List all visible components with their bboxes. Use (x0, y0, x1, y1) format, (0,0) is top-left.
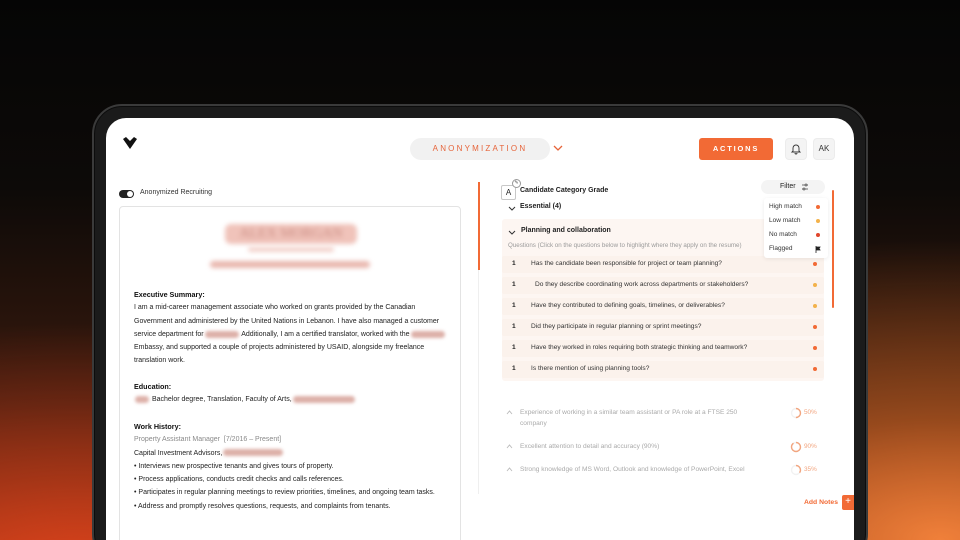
questions-hint: Questions (Click on the questions below to highlight where they apply on the resume) (508, 242, 742, 249)
work-heading: Work History: (134, 422, 181, 431)
flag-icon (815, 246, 821, 253)
education-heading: Education: (134, 382, 172, 391)
chevron-up-icon[interactable] (506, 467, 513, 472)
question-count: 1 (512, 365, 516, 372)
filter-legend (764, 198, 828, 258)
anonymized-toggle[interactable] (119, 190, 134, 198)
redacted-contact (210, 261, 370, 268)
chevron-down-icon[interactable] (553, 144, 563, 152)
question-row[interactable] (502, 340, 824, 357)
role-line: Property Assistant Manager [7/2016 – Present] (134, 436, 282, 444)
match-dot (813, 304, 817, 308)
question-row[interactable] (502, 361, 824, 378)
summary-line: I am a mid-career management associate who worked on grants provided by the Canadian (134, 304, 416, 312)
question-count: 1 (512, 323, 516, 330)
question-text: Do they describe coordinating work across departments or stakeholders? (535, 281, 749, 288)
actions-button[interactable]: ACTIONS (699, 138, 773, 160)
work-bullet: • Process applications, conducts credit checks and calls references. (134, 476, 344, 484)
work-bullet: • Address and promptly resolves questions, requests, and complaints from tenants. (134, 502, 391, 510)
add-notes-plus-icon[interactable]: + (842, 495, 854, 510)
chevron-up-icon[interactable] (506, 444, 513, 449)
work-bullet: • Interviews new prospective tenants and gives tours of property. (134, 462, 334, 470)
summary-section (134, 288, 452, 368)
match-dot (813, 367, 817, 371)
add-notes-button[interactable]: Add Notes (804, 499, 838, 506)
question-count: 1 (512, 302, 516, 309)
resume-document[interactable] (119, 206, 461, 540)
question-text: Did they participate in regular planning or sprint meetings? (531, 323, 702, 330)
match-dot (813, 262, 817, 266)
question-count: 1 (512, 344, 516, 351)
redacted-text (293, 396, 355, 403)
chevron-up-icon[interactable] (506, 410, 513, 415)
legend-flagged[interactable]: Flagged (769, 245, 793, 252)
question-row[interactable] (502, 319, 824, 336)
criterion-text: Experience of working in a similar team assistant or PA role at a FTSE 250 company (520, 409, 738, 427)
high-match-dot (816, 205, 820, 209)
section-title[interactable]: Planning and collaboration (521, 227, 611, 234)
redacted-text (411, 331, 445, 338)
match-ring-icon (790, 441, 802, 453)
brand-logo-icon[interactable] (122, 136, 138, 150)
mode-selector[interactable]: ANONYMIZATION (410, 138, 550, 160)
education-section (134, 380, 452, 407)
question-row[interactable] (502, 298, 824, 315)
low-match-dot (816, 219, 820, 223)
summary-line: Embassy, and supported a couple of projects administered by USAID, alongside my freelance (134, 344, 425, 352)
app-screen (106, 118, 854, 540)
redacted-subtitle (248, 247, 334, 252)
question-text: Have they contributed to defining goals, timelines, or deliverables? (531, 302, 725, 309)
summary-heading: Executive Summary: (134, 290, 205, 299)
essential-group-label[interactable]: Essential (4) (520, 203, 562, 210)
filter-sliders-icon (801, 183, 809, 191)
question-row[interactable] (502, 256, 824, 273)
notifications-button[interactable] (785, 138, 807, 160)
grade-title: Candidate Category Grade (520, 187, 609, 194)
scrollbar[interactable] (832, 190, 834, 308)
match-ring-icon (790, 464, 802, 476)
match-dot (813, 283, 817, 287)
user-avatar[interactable]: AK (813, 138, 835, 160)
education-line: Bachelor degree, Translation, Faculty of Arts, (134, 393, 452, 406)
question-text: Has the candidate been responsible for project or team planning? (531, 260, 722, 267)
legend-low-match[interactable]: Low match (769, 217, 801, 224)
match-ring-icon (790, 407, 802, 419)
chevron-down-icon[interactable] (508, 230, 516, 236)
work-bullet: • Participates in regular planning meetings to review priorities, timelines, and ongoing team tasks. (134, 489, 435, 497)
filter-button[interactable]: Filter (761, 180, 825, 194)
chevron-down-icon[interactable] (508, 206, 516, 212)
criterion-text: Strong knowledge of MS Word, Outlook and knowledge of PowerPoint, Excel (520, 466, 745, 473)
question-count: 1 (512, 260, 516, 267)
edit-grade-icon[interactable]: ✎ (512, 179, 521, 188)
pane-divider-accent (478, 182, 480, 270)
grade-letter-box[interactable]: A (501, 185, 516, 200)
redacted-text (223, 449, 283, 456)
work-section (134, 420, 452, 513)
legend-no-match[interactable]: No match (769, 231, 797, 238)
summary-line: Government and administered by the United Nations in Lebanon. I have also managed a customer (134, 317, 440, 325)
company-line: Capital Investment Advisors, (134, 447, 452, 460)
question-row[interactable] (502, 277, 824, 294)
question-count: 1 (512, 281, 516, 288)
criterion-percent: 50% (804, 409, 817, 416)
question-text: Have they worked in roles requiring both strategic thinking and teamwork? (531, 344, 748, 351)
bell-icon (786, 139, 806, 159)
redacted-name: ALEX MORGAN (225, 224, 357, 244)
legend-high-match[interactable]: High match (769, 203, 802, 210)
criterion-percent: 35% (804, 466, 817, 473)
match-dot (813, 346, 817, 350)
toggle-label: Anonymized Recruiting (140, 189, 212, 196)
redacted-text (205, 331, 239, 338)
redacted-text (135, 396, 149, 403)
criterion-percent: 90% (804, 443, 817, 450)
question-text: Is there mention of using planning tools? (531, 365, 650, 372)
summary-line: translation work. (134, 357, 185, 365)
criterion-text: Excellent attention to detail and accuracy (90%) (520, 443, 660, 450)
summary-line: service department for Additionally, I am a certified translator, worked with the (134, 328, 452, 341)
match-dot (813, 325, 817, 329)
no-match-dot (816, 233, 820, 237)
